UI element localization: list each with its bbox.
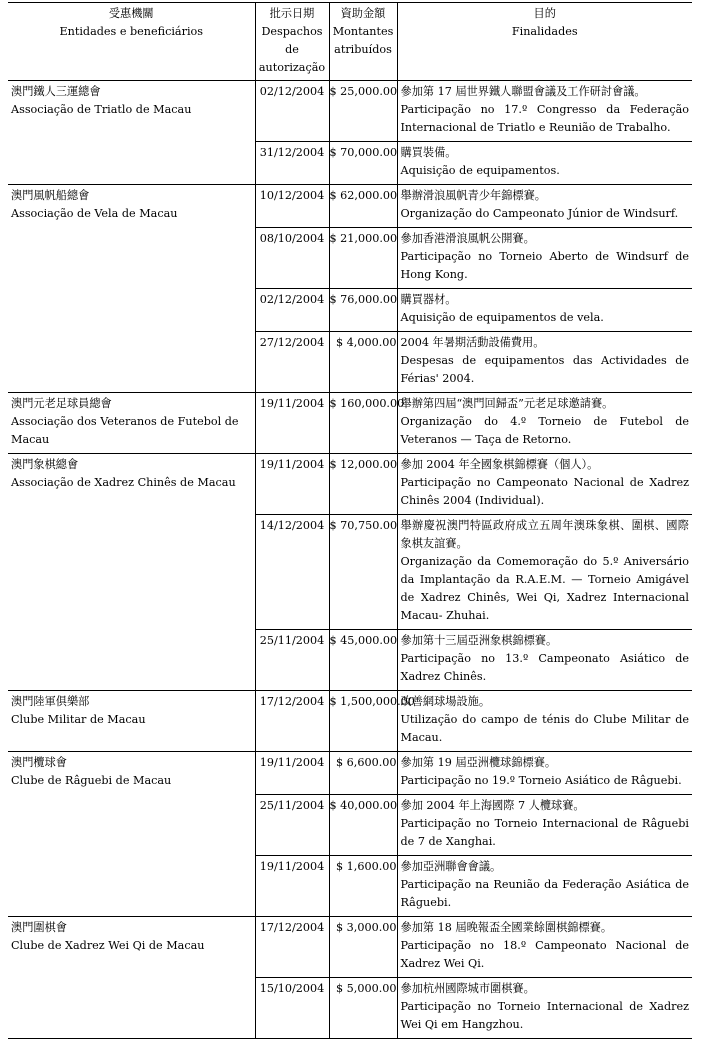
grant-purpose-zh: 購買器材。 [400, 293, 457, 306]
grant-amount: $ 6,600.00 [329, 752, 397, 795]
entity-cell [8, 752, 255, 917]
entity-name-zh: 澳門陸軍俱樂部 [11, 695, 90, 708]
grant-amount: $ 21,000.00 [329, 228, 397, 289]
header-purpose-pt: Finalidades [511, 25, 578, 38]
grant-date: 17/12/2004 [255, 917, 329, 978]
grant-purpose [397, 978, 692, 1039]
grant-date: 25/11/2004 [255, 630, 329, 691]
grant-purpose-pt: Participação no 17.º Congresso da Federação Internacional de Triatlo e Reunião de Trabalho. [400, 103, 689, 134]
grant-purpose [397, 228, 692, 289]
grant-purpose [397, 795, 692, 856]
entity-name-pt: Clube Militar de Macau [11, 713, 146, 726]
grant-purpose-zh: 參加 2004 年全國象棋錦標賽（個人）。 [400, 458, 599, 471]
grant-date: 15/10/2004 [255, 978, 329, 1039]
entity-name-pt: Associação de Vela de Macau [11, 207, 178, 220]
grant-purpose-zh: 舉辦滑浪風帆青少年錦標賽。 [400, 189, 546, 202]
grant-purpose [397, 289, 692, 332]
grant-purpose-pt: Participação no 19.º Torneio Asiático de Râguebi. [400, 774, 682, 787]
grant-date: 19/11/2004 [255, 393, 329, 454]
grant-purpose [397, 691, 692, 752]
grant-purpose-zh: 參加香港滑浪風帆公開賽。 [400, 232, 535, 245]
grant-purpose [397, 393, 692, 454]
header-date-pt-1: Despachos de [261, 25, 323, 56]
grant-purpose-zh: 參加第十三屆亞洲象棋錦標賽。 [400, 634, 558, 647]
entity-name-zh: 澳門鐵人三運總會 [11, 85, 101, 98]
table-row [8, 752, 692, 795]
grant-date: 19/11/2004 [255, 454, 329, 515]
table-row [8, 81, 692, 142]
entity-name-zh: 澳門欖球會 [11, 756, 67, 769]
entity-cell [8, 691, 255, 752]
grant-amount: $ 45,000.00 [329, 630, 397, 691]
header-entities-pt: Entidades e beneficiários [59, 25, 204, 38]
grant-date: 10/12/2004 [255, 185, 329, 228]
grant-amount: $ 1,600.00 [329, 856, 397, 917]
grant-amount: $ 62,000.00 [329, 185, 397, 228]
grant-purpose-pt: Participação no 13.º Campeonato Asiático de Xadrez Chinês. [400, 652, 689, 683]
table-body [8, 81, 692, 1039]
entity-name-pt: Clube de Xadrez Wei Qi de Macau [11, 939, 205, 952]
grant-purpose [397, 515, 692, 630]
grant-purpose-pt: Participação no Torneio Internacional de Xadrez Wei Qi em Hangzhou. [400, 1000, 689, 1031]
entity-name-zh: 澳門風帆船總會 [11, 189, 90, 202]
table-row [8, 393, 692, 454]
header-date [255, 3, 329, 81]
grant-amount: $ 70,000.00 [329, 142, 397, 185]
grant-purpose-zh: 2004 年暑期活動設備費用。 [400, 336, 545, 349]
entity-name-zh: 澳門元老足球員總會 [11, 397, 112, 410]
table-header-row [8, 3, 692, 81]
grant-purpose-pt: Participação no 18.º Campeonato Nacional de Xadrez Wei Qi. [400, 939, 689, 970]
grant-amount: $ 12,000.00 [329, 454, 397, 515]
grant-purpose-zh: 參加第 19 屆亞洲欖球錦標賽。 [400, 756, 557, 769]
grant-purpose-zh: 參加第 18 屆晚報盃全國業餘圍棋錦標賽。 [400, 921, 613, 934]
grant-date: 02/12/2004 [255, 289, 329, 332]
entity-name-zh: 澳門圍棋會 [11, 921, 67, 934]
grant-amount: $ 40,000.00 [329, 795, 397, 856]
grant-date: 08/10/2004 [255, 228, 329, 289]
header-entities [8, 3, 255, 81]
header-amount-zh: 資助金額 [340, 7, 386, 20]
entity-name-pt: Associação de Xadrez Chinês de Macau [11, 476, 236, 489]
entity-name-pt: Clube de Râguebi de Macau [11, 774, 172, 787]
entity-name-pt: Associação dos Veteranos de Futebol de Macau [11, 415, 239, 446]
header-amount [329, 3, 397, 81]
table-row [8, 691, 692, 752]
grant-purpose-pt: Participação na Reunião da Federação Asiática de Râguebi. [400, 878, 689, 909]
grant-date: 31/12/2004 [255, 142, 329, 185]
grant-amount: $ 25,000.00 [329, 81, 397, 142]
grant-purpose-zh: 參加 2004 年上海國際 7 人欖球賽。 [400, 799, 585, 812]
grant-amount: $ 76,000.00 [329, 289, 397, 332]
header-amount-pt-1: Montantes [332, 25, 394, 38]
entity-cell [8, 81, 255, 185]
grant-purpose-zh: 參加亞洲聯會會議。 [400, 860, 502, 873]
grant-purpose [397, 917, 692, 978]
grant-purpose-zh: 參加杭州國際城市圍棋賽。 [400, 982, 535, 995]
grant-amount: $ 4,000.00 [329, 332, 397, 393]
grant-purpose-pt: Organização do 4.º Torneio de Futebol de Veteranos — Taça de Retorno. [400, 415, 689, 446]
grant-amount: $ 5,000.00 [329, 978, 397, 1039]
grant-purpose-zh: 改善網球場設施。 [400, 695, 491, 708]
grant-purpose-pt: Participação no Torneio Internacional de Râguebi de 7 de Xanghai. [400, 817, 689, 848]
grant-purpose [397, 185, 692, 228]
grant-purpose [397, 630, 692, 691]
grant-purpose-pt: Organização da Comemoração do 5.º Aniversário da Implantação da R.A.E.M. — Torneio Amigável de Xadrez Chinês, Wei Qi, Xadrez Internacional Macau- Zhuhai. [400, 555, 689, 622]
grant-date: 27/12/2004 [255, 332, 329, 393]
grant-amount: $ 3,000.00 [329, 917, 397, 978]
entity-name-pt: Associação de Triatlo de Macau [11, 103, 192, 116]
grant-purpose-zh: 舉辦慶祝澳門特區政府成立五周年澳珠象棋、圍棋、國際象棋友誼賽。 [400, 519, 689, 550]
table-row [8, 454, 692, 515]
grant-date: 14/12/2004 [255, 515, 329, 630]
grant-purpose [397, 332, 692, 393]
grant-purpose-pt: Participação no Torneio Aberto de Windsurf de Hong Kong. [400, 250, 689, 281]
grant-purpose-pt: Participação no Campeonato Nacional de Xadrez Chinês 2004 (Individual). [400, 476, 689, 507]
grant-purpose [397, 81, 692, 142]
entity-cell [8, 454, 255, 691]
header-entities-zh: 受惠機關 [108, 7, 154, 20]
grant-purpose [397, 454, 692, 515]
entity-name-zh: 澳門象棋總會 [11, 458, 79, 471]
header-amount-pt-2: atribuídos [334, 43, 392, 56]
table-row [8, 185, 692, 228]
grants-table [8, 2, 692, 1039]
grant-amount: $ 1,500,000.00 [329, 691, 397, 752]
grant-date: 02/12/2004 [255, 81, 329, 142]
grant-purpose [397, 856, 692, 917]
grant-purpose-zh: 購買裝備。 [400, 146, 457, 159]
grant-date: 25/11/2004 [255, 795, 329, 856]
grant-purpose [397, 142, 692, 185]
grant-date: 19/11/2004 [255, 752, 329, 795]
grant-purpose [397, 752, 692, 795]
grant-purpose-pt: Aquisição de equipamentos. [400, 164, 560, 177]
grant-purpose-zh: 參加第 17 屆世界鐵人聯盟會議及工作研討會議。 [400, 85, 646, 98]
grant-purpose-pt: Despesas de equipamentos das Actividades de Férias' 2004. [400, 354, 689, 385]
header-purpose-zh: 目的 [533, 7, 556, 20]
header-date-pt-2: autorização [258, 61, 326, 74]
entity-cell [8, 185, 255, 393]
table-row [8, 917, 692, 978]
header-purpose [397, 3, 692, 81]
grant-amount: $ 160,000.00 [329, 393, 397, 454]
grant-purpose-zh: 舉辦第四屆“澳門回歸盃”元老足球邀請賽。 [400, 397, 614, 410]
grant-purpose-pt: Organização do Campeonato Júnior de Windsurf. [400, 207, 679, 220]
entity-cell [8, 393, 255, 454]
grant-amount: $ 70,750.00 [329, 515, 397, 630]
header-date-zh: 批示日期 [269, 7, 315, 20]
grant-purpose-pt: Utilização do campo de ténis do Clube Militar de Macau. [400, 713, 689, 744]
entity-cell [8, 917, 255, 1039]
grant-date: 19/11/2004 [255, 856, 329, 917]
grant-purpose-pt: Aquisição de equipamentos de vela. [400, 311, 604, 324]
grant-date: 17/12/2004 [255, 691, 329, 752]
